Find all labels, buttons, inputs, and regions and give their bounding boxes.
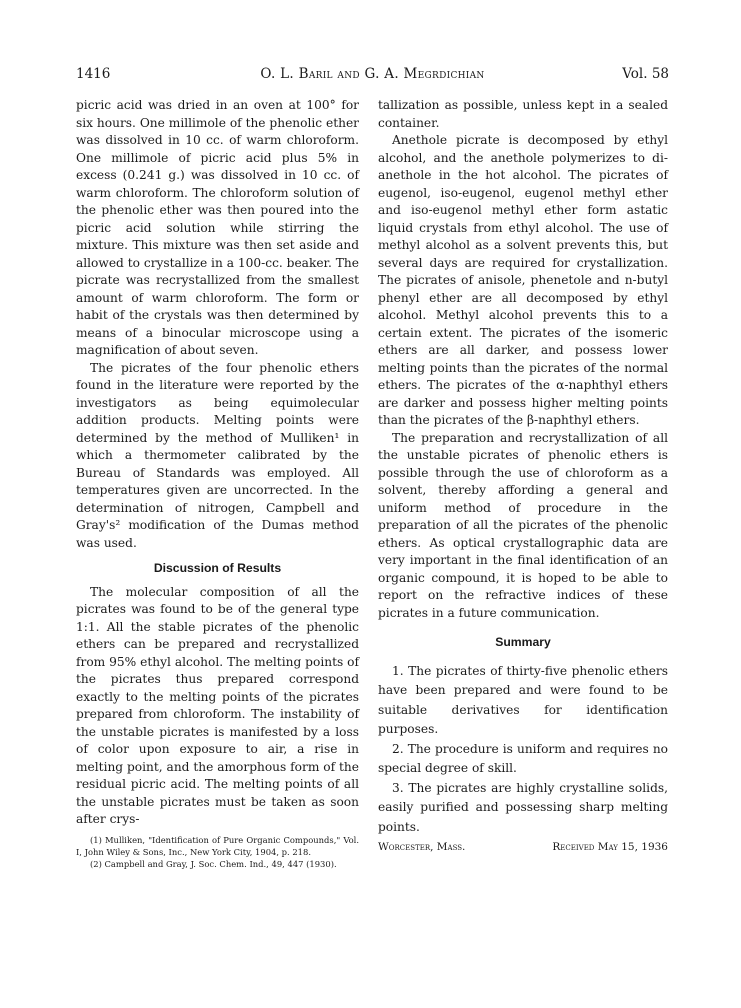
- right-column: [378, 97, 668, 857]
- running-authors: O. L. Baril and G. A. Megrdichian: [260, 66, 485, 82]
- paragraph: tallization as possible, unless kept in a sealed container.: [378, 98, 668, 130]
- summary-item: 2. The procedure is uniform and requires no special degree of skill.: [378, 741, 668, 775]
- footnote: (2) Campbell and Gray, J. Soc. Chem. Ind., 49, 447 (1930).: [90, 858, 337, 869]
- signature-line: [378, 839, 668, 857]
- received-date: Received May 15, 1936: [552, 841, 668, 853]
- section-heading: Discussion of Results: [153, 561, 282, 575]
- institution-location: Worcester, Mass.: [378, 841, 466, 853]
- section-heading: Summary: [495, 635, 551, 649]
- summary-item: 1. The picrates of thirty-five phenolic ethers have been prepared and were found to be suitable derivatives for identification purposes.: [378, 663, 668, 736]
- left-column: [76, 97, 359, 870]
- footnotes: [76, 834, 359, 870]
- summary-list: [378, 662, 668, 838]
- footnote: (1) Mulliken, "Identification of Pure Organic Compounds," Vol. I, John Wiley & Sons, Inc., New York City, 1904, p. 218.: [76, 834, 359, 857]
- summary-item: 3. The picrates are highly crystalline solids, easily purified and possessing sharp melting points.: [378, 780, 668, 834]
- page-number: 1416: [76, 66, 111, 82]
- paragraph: The picrates of the four phenolic ethers found in the literature were reported by the investigators as being equimolecular addition products. Melting points were determined by the method of Mulliken¹ in which a thermometer calibrated by the Bureau of Standards was employed. All temperatures given are uncorrected. In the determination of nitrogen, Campbell and Gray's² modification of the Dumas method was used.: [76, 360, 359, 550]
- paragraph: picric acid was dried in an oven at 100° for six hours. One millimole of the phenolic ether was dissolved in 10 cc. of warm chloroform. One millimole of picric acid plus 5% in excess (0.241 g.) was dissolved in 10 cc. of warm chloroform. The chloroform solution of the phenolic ether was then poured into the picric acid solution while stirring the mixture. This mixture was then set aside and allowed to crystallize in a 100-cc. beaker. The picrate was recrystallized from the smallest amount of warm chloroform. The form or habit of the crystals was then determined by means of a binocular microscope using a magnification of about seven.: [76, 98, 359, 357]
- paragraph: Anethole picrate is decomposed by ethyl alcohol, and the anethole polymerizes to di-anethole in the hot alcohol. The picrates of eugenol, iso-eugenol, eugenol methyl ether and iso-eugenol methyl ether form astatic liquid crystals from ethyl alcohol. The use of methyl alcohol as a solvent prevents this, but several days are required for crystallization. The picrates of anisole, phenetole and n-butyl phenyl ether are all decomposed by ethyl alcohol. Methyl alcohol prevents this to a certain extent. The picrates of the isomeric ethers are all darker, and possess lower melting points than the picrates of the normal ethers. The picrates of the α-naphthyl ethers are darker and possess higher melting points than the picrates of the β-naphthyl ethers.: [378, 133, 668, 427]
- volume-label: Vol. 58: [622, 66, 669, 82]
- paragraph: The preparation and recrystallization of all the unstable picrates of phenolic ethers is possible through the use of chloroform as a solvent, thereby affording a general and uniform method of procedure in the preparation of all the picrates of the phenolic ethers. As optical crystallographic data are very important in the final identification of an organic compound, it is hoped to be able to report on the refractive indices of these picrates in a future communication.: [378, 430, 668, 620]
- running-header: [76, 66, 669, 88]
- paragraph: The molecular composition of all the picrates was found to be of the general type 1:1. All the stable picrates of the phenolic ethers can be prepared and recrystallized from 95% ethyl alcohol. The melting points of the picrates thus prepared correspond exactly to the melting points of the picrates prepared from chloroform. The instability of the unstable picrates is manifested by a loss of color upon exposure to air, a rise in melting point, and the amorphous form of the residual picric acid. The melting points of all the unstable picrates must be taken as soon after crys-: [76, 584, 359, 826]
